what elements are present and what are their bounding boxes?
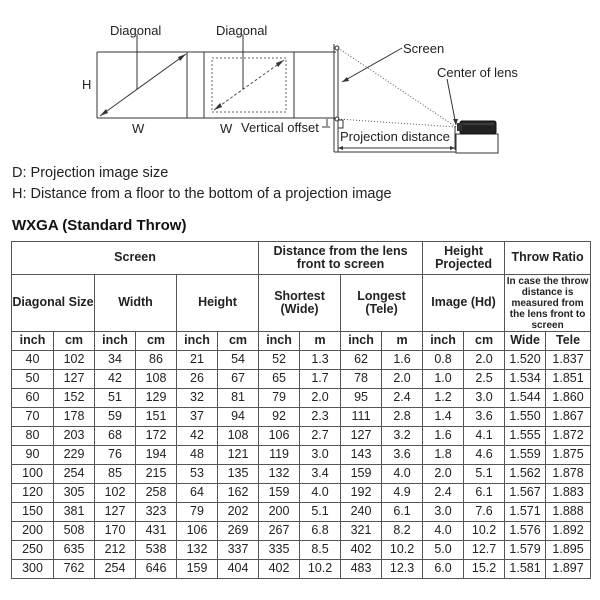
table-cell: 135	[218, 465, 259, 484]
table-cell: 5.0	[423, 541, 464, 560]
table-cell: 59	[95, 408, 136, 427]
table-cell: 5.1	[300, 503, 341, 522]
table-cell: 3.0	[300, 446, 341, 465]
table-cell: 81	[218, 389, 259, 408]
table-cell: 79	[259, 389, 300, 408]
table-row	[12, 541, 591, 560]
table-cell: 1.8	[423, 446, 464, 465]
table-cell: 2.5	[464, 370, 505, 389]
table-cell: 50	[12, 370, 54, 389]
unit-cell: inch	[259, 332, 300, 351]
table-cell: 106	[177, 522, 218, 541]
table-cell: 159	[177, 560, 218, 579]
table-row	[12, 465, 591, 484]
table-cell: 2.4	[423, 484, 464, 503]
table-cell: 150	[12, 503, 54, 522]
table-cell: 1.6	[423, 427, 464, 446]
table-cell: 337	[218, 541, 259, 560]
table-row	[12, 408, 591, 427]
table-cell: 111	[341, 408, 382, 427]
table-cell: 95	[341, 389, 382, 408]
header-distance: Distance from the lens front to screen	[259, 242, 423, 275]
unit-cell: m	[300, 332, 341, 351]
table-cell: 79	[177, 503, 218, 522]
header-width: Width	[95, 275, 177, 332]
table-cell: 172	[136, 427, 177, 446]
table-cell: 1.6	[382, 351, 423, 370]
table-cell: 129	[136, 389, 177, 408]
table-cell: 267	[259, 522, 300, 541]
table-cell: 152	[54, 389, 95, 408]
table-cell: 483	[341, 560, 382, 579]
table-cell: 3.0	[464, 389, 505, 408]
table-cell: 3.4	[300, 465, 341, 484]
table-cell: 4.0	[300, 484, 341, 503]
unit-cell: cm	[136, 332, 177, 351]
table-cell: 1.867	[546, 408, 591, 427]
table-cell: 6.0	[423, 560, 464, 579]
table-cell: 305	[54, 484, 95, 503]
table-row	[12, 484, 591, 503]
unit-cell: inch	[95, 332, 136, 351]
table-row	[12, 370, 591, 389]
table-cell: 215	[136, 465, 177, 484]
table-cell: 64	[177, 484, 218, 503]
table-cell: 2.0	[464, 351, 505, 370]
unit-cell: inch	[341, 332, 382, 351]
table-cell: 402	[341, 541, 382, 560]
screen-label: Screen	[403, 41, 445, 56]
table-cell: 1.2	[423, 389, 464, 408]
table-cell: 151	[136, 408, 177, 427]
table-body	[12, 351, 591, 579]
unit-cell: inch	[177, 332, 218, 351]
table-cell: 194	[136, 446, 177, 465]
table-cell: 108	[218, 427, 259, 446]
table-cell: 1.0	[423, 370, 464, 389]
table-cell: 132	[177, 541, 218, 560]
table-cell: 762	[54, 560, 95, 579]
table-cell: 1.559	[505, 446, 546, 465]
table-cell: 1.520	[505, 351, 546, 370]
table-cell: 60	[12, 389, 54, 408]
table-cell: 3.2	[382, 427, 423, 446]
diagonal-label-left: Diagonal	[110, 23, 162, 38]
table-cell: 1.534	[505, 370, 546, 389]
table-cell: 48	[177, 446, 218, 465]
height-label: H	[82, 77, 92, 92]
table-cell: 1.895	[546, 541, 591, 560]
units-row	[12, 332, 591, 351]
table-cell: 52	[259, 351, 300, 370]
table-cell: 4.1	[464, 427, 505, 446]
table-cell: 132	[259, 465, 300, 484]
note-projection-image-size: D: Projection image size	[12, 165, 169, 181]
table-cell: 12.7	[464, 541, 505, 560]
table-cell: 4.9	[382, 484, 423, 503]
table-cell: 4.0	[423, 522, 464, 541]
throw-distance-table	[11, 241, 591, 579]
table-row	[12, 446, 591, 465]
table-cell: 258	[136, 484, 177, 503]
unit-cell: inch	[423, 332, 464, 351]
table-cell: 3.6	[464, 408, 505, 427]
table-cell: 1.888	[546, 503, 591, 522]
table-cell: 4.6	[464, 446, 505, 465]
table-cell: 192	[341, 484, 382, 503]
header-screen: Screen	[12, 242, 259, 275]
table-row	[12, 427, 591, 446]
table-cell: 254	[54, 465, 95, 484]
table-cell: 1.567	[505, 484, 546, 503]
table-cell: 86	[136, 351, 177, 370]
table-cell: 102	[95, 484, 136, 503]
table-cell: 321	[341, 522, 382, 541]
table-cell: 3.6	[382, 446, 423, 465]
vertical-offset-label: Vertical offset	[241, 120, 319, 135]
header-longest: Longest (Tele)	[341, 275, 423, 332]
header-throw-ratio: Throw Ratio	[505, 242, 591, 275]
table-cell: 10.2	[382, 541, 423, 560]
table-cell: 159	[341, 465, 382, 484]
table-cell: 3.0	[423, 503, 464, 522]
unit-cell: cm	[218, 332, 259, 351]
table-cell: 2.3	[300, 408, 341, 427]
table-cell: 5.1	[464, 465, 505, 484]
table-cell: 200	[259, 503, 300, 522]
table-cell: 335	[259, 541, 300, 560]
table-cell: 121	[218, 446, 259, 465]
table-cell: 212	[95, 541, 136, 560]
table-cell: 37	[177, 408, 218, 427]
table-cell: 200	[12, 522, 54, 541]
table-cell: 240	[341, 503, 382, 522]
table-cell: 26	[177, 370, 218, 389]
table-cell: 269	[218, 522, 259, 541]
table-cell: 92	[259, 408, 300, 427]
table-cell: 8.2	[382, 522, 423, 541]
projection-diagram	[0, 0, 600, 160]
table-cell: 635	[54, 541, 95, 560]
table-cell: 1.581	[505, 560, 546, 579]
table-cell: 1.555	[505, 427, 546, 446]
table-cell: 6.1	[382, 503, 423, 522]
table-cell: 381	[54, 503, 95, 522]
table-cell: 32	[177, 389, 218, 408]
table-cell: 94	[218, 408, 259, 427]
header-height-projected: Height Projected	[423, 242, 505, 275]
table-cell: 1.897	[546, 560, 591, 579]
table-cell: 202	[218, 503, 259, 522]
header-shortest: Shortest (Wide)	[259, 275, 341, 332]
table-cell: 1.872	[546, 427, 591, 446]
table-cell: 12.3	[382, 560, 423, 579]
table-cell: 2.4	[382, 389, 423, 408]
table-cell: 15.2	[464, 560, 505, 579]
table-cell: 1.837	[546, 351, 591, 370]
table-cell: 6.8	[300, 522, 341, 541]
table-cell: 2.0	[300, 389, 341, 408]
table-cell: 67	[218, 370, 259, 389]
table-cell: 68	[95, 427, 136, 446]
table-cell: 203	[54, 427, 95, 446]
table-cell: 402	[259, 560, 300, 579]
table-cell: 323	[136, 503, 177, 522]
width-label-right: W	[220, 121, 233, 136]
table-cell: 254	[95, 560, 136, 579]
table-cell: 54	[218, 351, 259, 370]
table-cell: 1.576	[505, 522, 546, 541]
table-title: WXGA (Standard Throw)	[12, 217, 187, 234]
unit-cell: Wide	[505, 332, 546, 351]
header-height: Height	[177, 275, 259, 332]
note-floor-distance: H: Distance from a floor to the bottom of a projection image	[12, 186, 392, 202]
table-cell: 1.579	[505, 541, 546, 560]
table-cell: 170	[95, 522, 136, 541]
header-image-hd: Image (Hd)	[423, 275, 505, 332]
table-cell: 1.3	[300, 351, 341, 370]
table-cell: 250	[12, 541, 54, 560]
table-cell: 90	[12, 446, 54, 465]
unit-cell: cm	[464, 332, 505, 351]
table-cell: 1.7	[300, 370, 341, 389]
table-cell: 85	[95, 465, 136, 484]
table-cell: 1.571	[505, 503, 546, 522]
table-cell: 1.892	[546, 522, 591, 541]
table-cell: 7.6	[464, 503, 505, 522]
table-cell: 8.5	[300, 541, 341, 560]
table-cell: 10.2	[464, 522, 505, 541]
table-cell: 1.544	[505, 389, 546, 408]
center-of-lens-label: Center of lens	[437, 65, 518, 80]
table-cell: 508	[54, 522, 95, 541]
diagonal-label-right: Diagonal	[216, 23, 268, 38]
table-cell: 34	[95, 351, 136, 370]
header-diagonal-size: Diagonal Size	[12, 275, 95, 332]
table-cell: 1.4	[423, 408, 464, 427]
table-cell: 108	[136, 370, 177, 389]
table-cell: 159	[259, 484, 300, 503]
table-cell: 300	[12, 560, 54, 579]
unit-cell: inch	[12, 332, 54, 351]
table-cell: 80	[12, 427, 54, 446]
table-cell: 646	[136, 560, 177, 579]
table-row	[12, 351, 591, 370]
table-cell: 42	[177, 427, 218, 446]
table-cell: 21	[177, 351, 218, 370]
width-label-left: W	[132, 121, 145, 136]
projection-distance-label: Projection distance	[340, 129, 450, 144]
table-cell: 1.562	[505, 465, 546, 484]
table-cell: 119	[259, 446, 300, 465]
table-cell: 1.875	[546, 446, 591, 465]
table-cell: 100	[12, 465, 54, 484]
table-cell: 4.0	[382, 465, 423, 484]
unit-cell: Tele	[546, 332, 591, 351]
table-cell: 10.2	[300, 560, 341, 579]
table-cell: 229	[54, 446, 95, 465]
table-cell: 40	[12, 351, 54, 370]
table-cell: 538	[136, 541, 177, 560]
table-cell: 2.7	[300, 427, 341, 446]
table-cell: 1.550	[505, 408, 546, 427]
table-cell: 127	[95, 503, 136, 522]
table-cell: 42	[95, 370, 136, 389]
table-cell: 1.883	[546, 484, 591, 503]
table-cell: 53	[177, 465, 218, 484]
table-cell: 162	[218, 484, 259, 503]
table-cell: 1.860	[546, 389, 591, 408]
sub-header-row	[12, 275, 591, 332]
table-cell: 178	[54, 408, 95, 427]
table-row	[12, 389, 591, 408]
header-throw-note: In case the throw distance is measured from the lens front to screen	[505, 275, 591, 332]
table-cell: 1.851	[546, 370, 591, 389]
table-cell: 404	[218, 560, 259, 579]
table-row	[12, 503, 591, 522]
table-cell: 2.0	[423, 465, 464, 484]
table-cell: 127	[54, 370, 95, 389]
table-cell: 431	[136, 522, 177, 541]
unit-cell: cm	[54, 332, 95, 351]
table-cell: 51	[95, 389, 136, 408]
table-row	[12, 560, 591, 579]
table-cell: 1.878	[546, 465, 591, 484]
unit-cell: m	[382, 332, 423, 351]
table-cell: 102	[54, 351, 95, 370]
table-cell: 6.1	[464, 484, 505, 503]
table-cell: 70	[12, 408, 54, 427]
table-cell: 143	[341, 446, 382, 465]
table-cell: 65	[259, 370, 300, 389]
table-cell: 127	[341, 427, 382, 446]
table-cell: 78	[341, 370, 382, 389]
table-cell: 0.8	[423, 351, 464, 370]
group-header-row	[12, 242, 591, 275]
table-cell: 120	[12, 484, 54, 503]
table-cell: 2.0	[382, 370, 423, 389]
table-cell: 76	[95, 446, 136, 465]
table-cell: 2.8	[382, 408, 423, 427]
table-row	[12, 522, 591, 541]
table-cell: 62	[341, 351, 382, 370]
table-cell: 106	[259, 427, 300, 446]
